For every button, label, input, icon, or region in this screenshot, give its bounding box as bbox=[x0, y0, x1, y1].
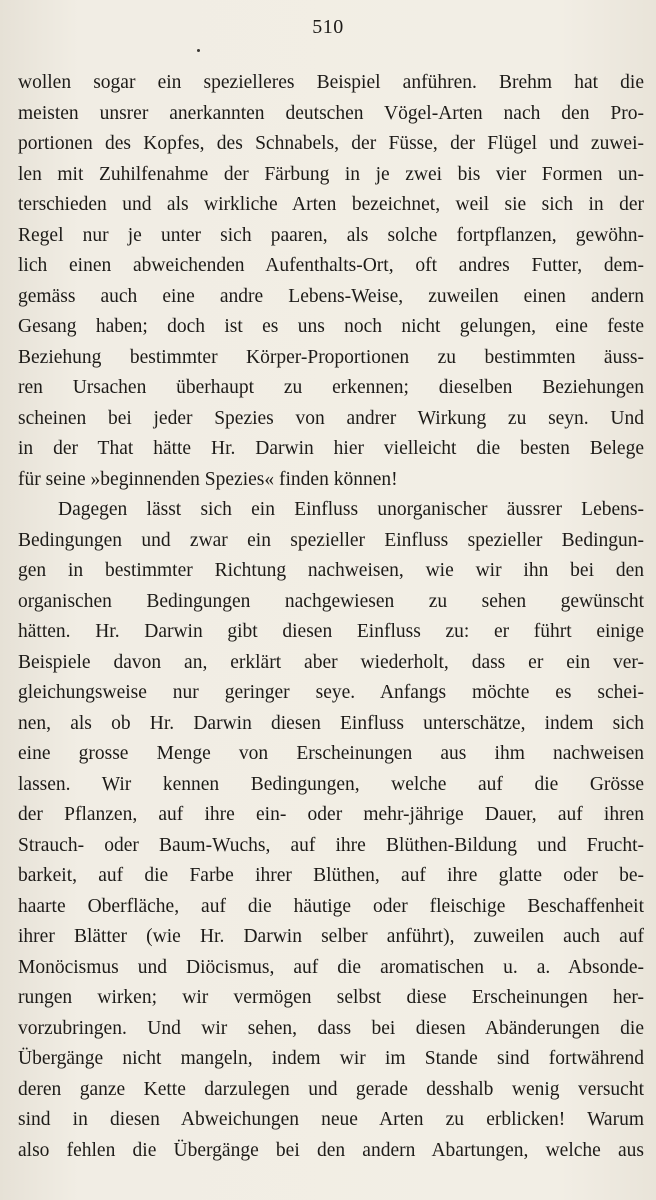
text-line: ren Ursachen überhaupt zu erkennen; dieselben Beziehungen bbox=[18, 377, 644, 398]
text-line: lich einen abweichenden Aufenthalts-Ort, oft andres Futter, dem- bbox=[18, 255, 644, 276]
paragraph-start-line: Dagegen lässt sich ein Einfluss unorganischer äussrer Lebens- bbox=[58, 499, 644, 520]
text-line: haarte Oberfläche, auf die häutige oder fleischige Beschaffenheit bbox=[18, 895, 644, 917]
text-line: Bedingungen und zwar ein spezieller Einfluss spezieller Bedingun- bbox=[18, 529, 644, 551]
text-line: sind in diesen Abweichungen neue Arten zu erblicken! Warum bbox=[18, 1109, 644, 1130]
text-line: barkeit, auf die Farbe ihrer Blüthen, auf ihre glatte oder be- bbox=[18, 865, 644, 886]
text-line: rungen wirken; wir vermögen selbst diese Erscheinungen her- bbox=[18, 987, 644, 1008]
paragraph-end-line: für seine »beginnenden Spezies« finden können! bbox=[18, 468, 398, 490]
text-line: organischen Bedingungen nachgewiesen zu sehen gewünscht bbox=[18, 590, 644, 612]
page-number: 510 bbox=[312, 16, 344, 38]
text-line: Strauch- oder Baum-Wuchs, auf ihre Blüthen-Bildung und Frucht- bbox=[18, 834, 644, 856]
text-line: wollen sogar ein spezielleres Beispiel anführen. Brehm hat die bbox=[18, 72, 644, 93]
text-line: Monöcismus und Diöcismus, auf die aromatischen u. a. Absonde- bbox=[18, 956, 644, 978]
text-line: deren ganze Kette darzulegen und gerade desshalb wenig versucht bbox=[18, 1078, 644, 1100]
text-line: scheinen bei jeder Spezies von andrer Wirkung zu seyn. Und bbox=[18, 407, 644, 429]
text-line: vorzubringen. Und wir sehen, dass bei diesen Abänderungen die bbox=[18, 1017, 644, 1039]
text-line: der Pflanzen, auf ihre ein- oder mehr-jährige Dauer, auf ihren bbox=[18, 804, 644, 825]
text-line: in der That hätte Hr. Darwin hier vielleicht die besten Belege bbox=[18, 438, 644, 459]
text-line: Gesang haben; doch ist es uns noch nicht gelungen, eine feste bbox=[18, 316, 644, 337]
body-text bbox=[18, 68, 644, 1166]
text-line: meisten unsrer anerkannten deutschen Vögel-Arten nach den Pro- bbox=[18, 102, 644, 124]
text-line: gen in bestimmter Richtung nachweisen, wie wir ihn bei den bbox=[18, 560, 644, 581]
text-line: Regel nur je unter sich paaren, als solche fortpflanzen, gewöhn- bbox=[18, 224, 644, 246]
text-line: Beispiele davon an, erklärt aber wiederholt, dass er ein ver- bbox=[18, 651, 644, 673]
text-line: nen, als ob Hr. Darwin diesen Einfluss unterschätze, indem sich bbox=[18, 712, 644, 734]
text-line: Beziehung bestimmter Körper-Proportionen zu bestimmten äuss- bbox=[18, 346, 644, 368]
text-line: hätten. Hr. Darwin gibt diesen Einfluss zu: er führt einige bbox=[18, 621, 644, 642]
text-line: also fehlen die Übergänge bei den andern Abartungen, welche aus bbox=[18, 1139, 644, 1161]
text-line: terschieden und als wirkliche Arten bezeichnet, weil sie sich in der bbox=[18, 194, 644, 215]
text-line: portionen des Kopfes, des Schnabels, der Füsse, der Flügel und zuwei- bbox=[18, 133, 644, 154]
text-line: ihrer Blätter (wie Hr. Darwin selber anführt), zuweilen auch auf bbox=[18, 926, 644, 947]
text-line: lassen. Wir kennen Bedingungen, welche auf die Grösse bbox=[18, 773, 644, 795]
text-line: gleichungsweise nur geringer seye. Anfangs möchte es schei- bbox=[18, 682, 644, 703]
text-line: eine grosse Menge von Erscheinungen aus ihm nachweisen bbox=[18, 743, 644, 764]
text-line: Übergänge nicht mangeln, indem wir im Stande sind fortwährend bbox=[18, 1048, 644, 1069]
text-line: len mit Zuhilfenahme der Färbung in je zwei bis vier Formen un- bbox=[18, 163, 644, 185]
ink-speck bbox=[197, 49, 200, 52]
text-line: gemäss auch eine andre Lebens-Weise, zuweilen einen andern bbox=[18, 285, 644, 307]
